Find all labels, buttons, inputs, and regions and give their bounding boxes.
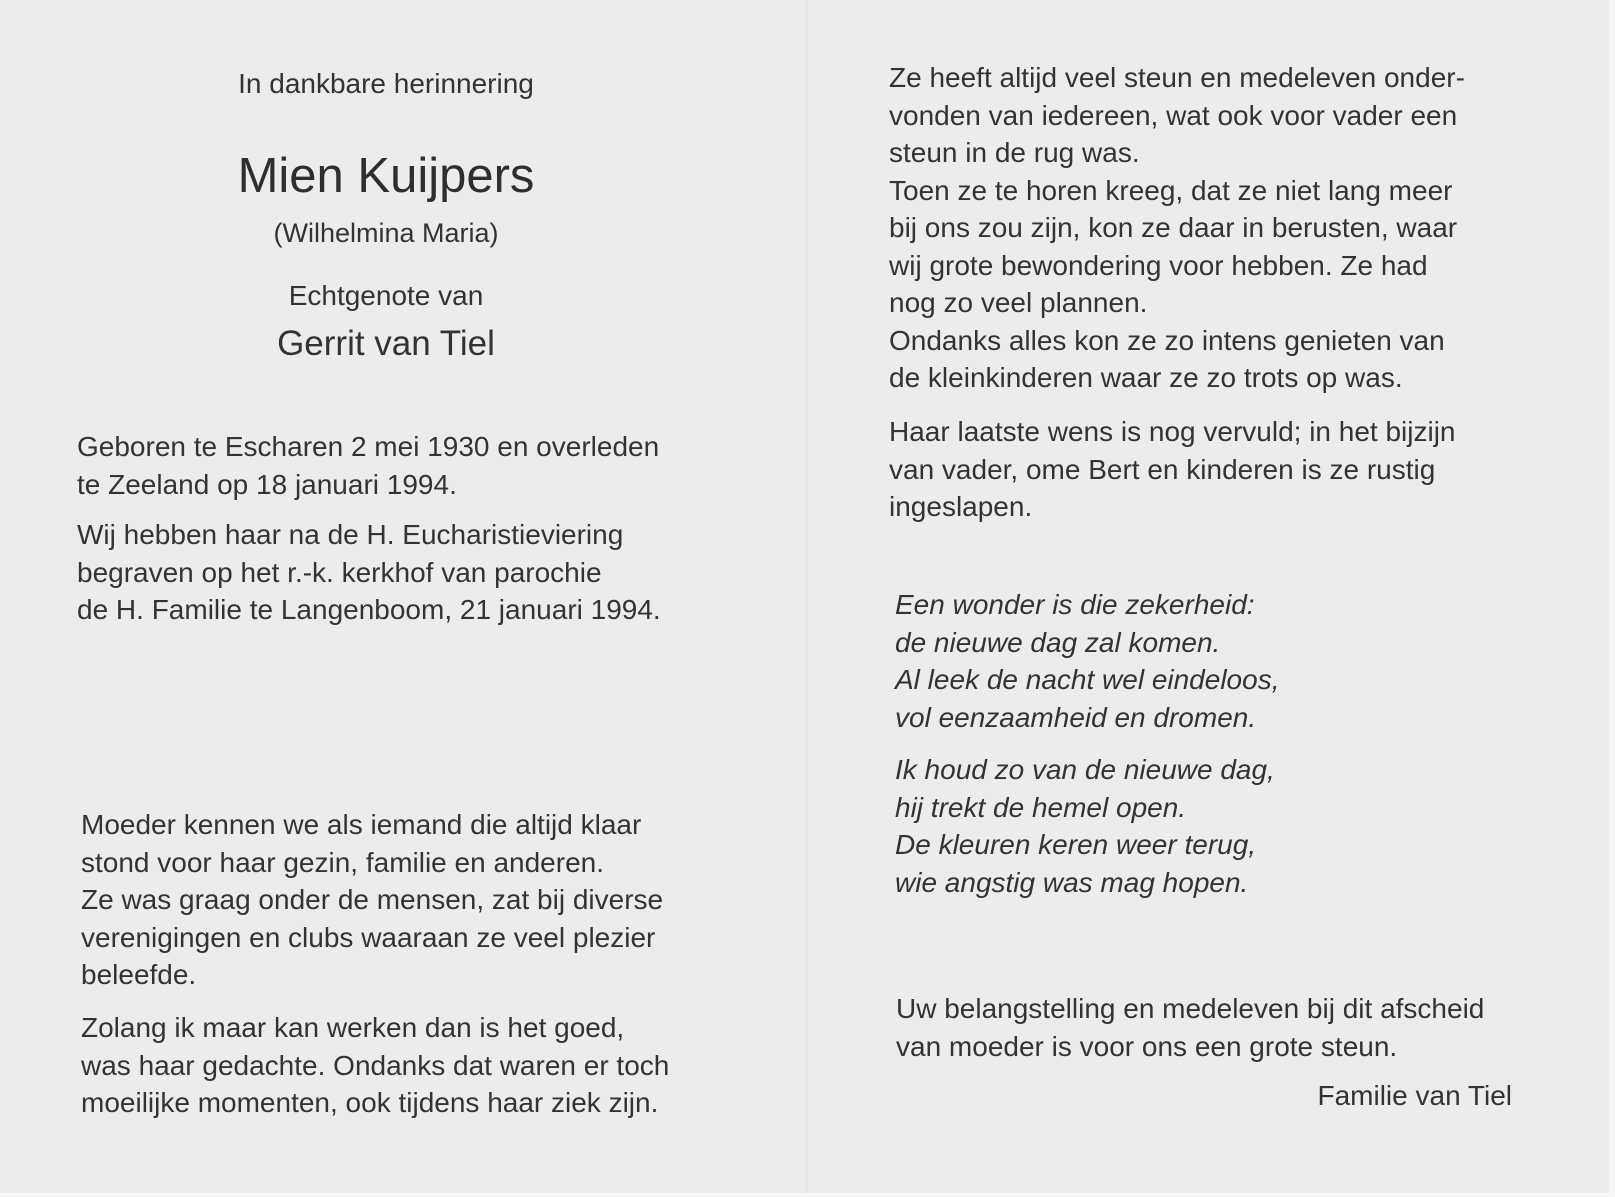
poem-stanza-2: Ik houd zo van de nieuwe dag, hij trekt de hemel open. De kleuren keren weer terug, wie angstig was mag hopen. [895, 754, 1275, 898]
deceased-name: Mien Kuijpers [237, 149, 535, 203]
birth-death-text: Geboren te Escharen 2 mei 1930 en overleden te Zeeland op 18 januari 1994. [77, 431, 660, 500]
support-paragraph: Ze heeft altijd veel steun en medeleven onder- vonden van iedereen, wat ook voor vader een steun in de rug was. Toen ze te horen kreeg, dat ze niet lang meer bij ons zou zijn, kon ze daar in berusten, waar wij grote bewondering voor hebben. Ze had nog zo veel plannen. Ondanks alles kon ze zo intens genieten van de kleinkinderen waar ze zo trots op was. [889, 62, 1465, 393]
card-fold [806, 0, 808, 1197]
family-signature: Familie van Tiel [1317, 1080, 1512, 1111]
deceased-full-name: (Wilhelmina Maria) [273, 218, 499, 248]
last-wish-paragraph: Haar laatste wens is nog vervuld; in het bijzijn van vader, ome Bert en kinderen is ze rustig ingeslapen. [889, 416, 1456, 522]
spouse-intro: Echtgenote van [288, 280, 484, 311]
memory-paragraph-2: Zolang ik maar kan werken dan is het goed, was haar gedachte. Ondanks dat waren er toch moeilijke momenten, ook tijdens haar ziek zijn. [81, 1012, 670, 1118]
card-edge-bottom [0, 1193, 1615, 1197]
spouse-name: Gerrit van Tiel [277, 324, 495, 363]
intro-line: In dankbare herinnering [238, 68, 534, 99]
poem-stanza-1: Een wonder is die zekerheid: de nieuwe dag zal komen. Al leek de nacht wel eindeloos, vol eenzaamheid en dromen. [895, 589, 1280, 733]
burial-text: Wij hebben haar na de H. Eucharistieviering begraven op het r.-k. kerkhof van parochie de H. Familie te Langenboom, 21 januari 1994. [77, 519, 661, 625]
thanks-paragraph: Uw belangstelling en medeleven bij dit afscheid van moeder is voor ons een grote steun. [896, 993, 1485, 1062]
card-edge-right [1609, 0, 1615, 1197]
memory-paragraph-1: Moeder kennen we als iemand die altijd klaar stond voor haar gezin, familie en anderen. Ze was graag onder de mensen, zat bij diverse verenigingen en clubs waaraan ze veel plezier beleefde. [81, 809, 664, 990]
